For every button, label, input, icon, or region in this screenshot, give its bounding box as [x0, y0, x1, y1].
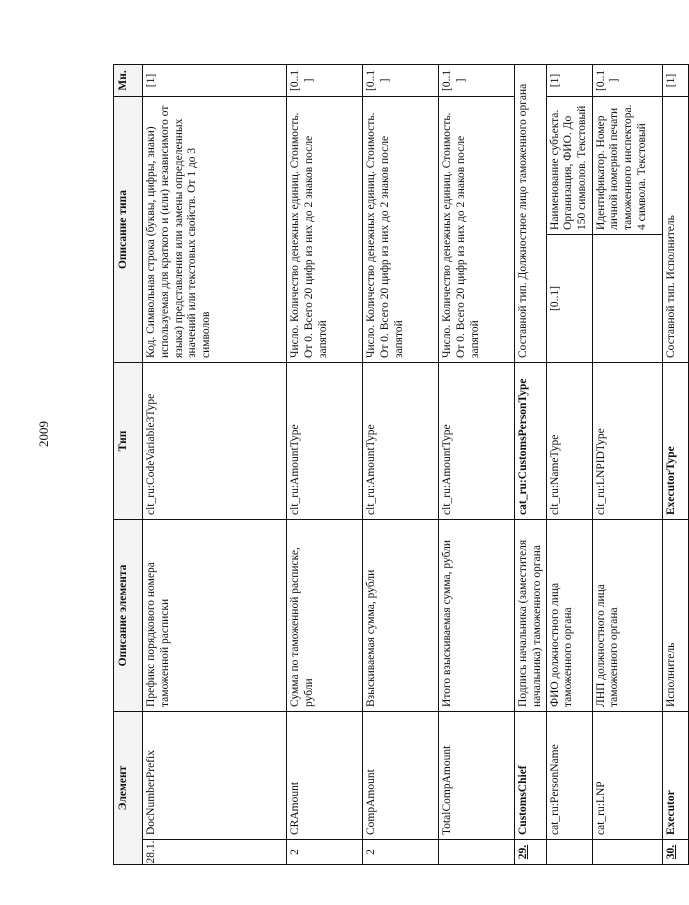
row-element: CompAmount	[363, 711, 439, 839]
row-type: clt_ru:NameType	[546, 362, 592, 519]
row-type: clt_ru:LNPIDType	[592, 362, 662, 519]
row-type-description: Число. Количество денежных единиц. Стоимость. От 0. Всего 20 цифр из них до 2 знаков после запятой	[363, 96, 439, 362]
table-row	[287, 64, 363, 864]
row-number: 28.1.	[143, 840, 287, 865]
schema-table	[113, 64, 689, 865]
row-type-description: Наименование субъекта. Организация, ФИО. До 150 символов. Текстовый	[546, 96, 592, 234]
row-description: Исполнитель	[662, 519, 688, 711]
row-multiplicity: [1]	[662, 64, 688, 96]
table-row	[143, 64, 287, 864]
row-multiplicity: [0..1]	[287, 64, 363, 96]
row-number	[592, 840, 662, 865]
row-number	[546, 840, 592, 865]
row-element: CRAmount	[287, 711, 363, 839]
header-type: Тип	[114, 362, 143, 519]
row-type-description: Идентификатор. Номер личной номерной печати таможенного инспектора. 4 символа. Текстовый	[592, 96, 662, 234]
row-description: ФИО должностного лица таможенного органа	[546, 519, 592, 711]
row-description: Сумма по таможенной расписке, рубли	[287, 519, 363, 711]
row-number: 29.	[515, 840, 547, 865]
row-span-description: Составной тип. Должностное лицо таможенного органа	[515, 64, 547, 362]
row-type-description: Число. Количество денежных единиц. Стоимость. От 0. Всего 20 цифр из них до 2 знаков после запятой	[287, 96, 363, 362]
row-element: cat_ru:LNP	[592, 711, 662, 839]
row-type: clt_ru:AmountType	[439, 362, 515, 519]
header-type-description: Описание типа	[114, 96, 143, 362]
row-multiplicity: [0..1]	[363, 64, 439, 96]
row-type: ExecutorType	[662, 362, 688, 519]
row-type: cat_ru:CustomsPersonType	[515, 362, 547, 519]
row-description: ЛНП должностного лица таможенного органа	[592, 519, 662, 711]
row-type-description: Число. Количество денежных единиц. Стоимость. От 0. Всего 20 цифр из них до 2 знаков после запятой	[439, 96, 515, 362]
row-multiplicity: [1]	[143, 64, 287, 96]
row-span-multiplicity: [0..1]	[546, 234, 592, 362]
row-element: Executor	[662, 711, 688, 839]
row-element: CustomsChief	[515, 711, 547, 839]
table-row	[515, 64, 547, 864]
row-type: clt_ru:AmountType	[363, 362, 439, 519]
table-row	[546, 64, 592, 864]
row-number: 2	[287, 840, 363, 865]
row-description: Префикс порядкового номера таможенной расписки	[143, 519, 287, 711]
row-number: 2	[363, 840, 439, 865]
row-type-description: Код. Символьная строка (буквы, цифры, знаки) используемая для краткого и (или) независимого от языка) представления или замены определенных значений или текстовых свойств. От 1 до 3 символов	[143, 96, 287, 362]
row-number: 30.	[662, 840, 688, 865]
row-element: cat_ru:PersonName	[546, 711, 592, 839]
row-description: Взыскиваемая сумма, рубли	[363, 519, 439, 711]
table-row	[592, 64, 662, 864]
row-number	[439, 840, 515, 865]
row-multiplicity: [0..1]	[439, 64, 515, 96]
header-element: Элемент	[114, 711, 143, 864]
page-number: 2009	[36, 421, 51, 447]
rotated-table-page	[113, 65, 677, 865]
row-span-description: Составной тип. Исполнитель	[662, 96, 688, 362]
row-element: TotalCompAmount	[439, 711, 515, 839]
row-description: Подпись начальника (заместителя начальника) таможенного органа	[515, 519, 547, 711]
table-row	[662, 64, 688, 864]
row-description: Итого взыскиваемая сумма, рубли	[439, 519, 515, 711]
header-description: Описание элемента	[114, 519, 143, 711]
row-type: clt_ru:CodeVariable3Type	[143, 362, 287, 519]
row-empty-cell	[592, 234, 662, 362]
table-row	[363, 64, 439, 864]
table-header-row	[114, 64, 143, 864]
row-multiplicity: [1]	[546, 64, 592, 96]
table-row	[439, 64, 515, 864]
row-type: clt_ru:AmountType	[287, 362, 363, 519]
row-element: DocNumberPrefix	[143, 711, 287, 839]
row-multiplicity: [0..1]	[592, 64, 662, 96]
header-multiplicity: Мн.	[114, 64, 143, 96]
